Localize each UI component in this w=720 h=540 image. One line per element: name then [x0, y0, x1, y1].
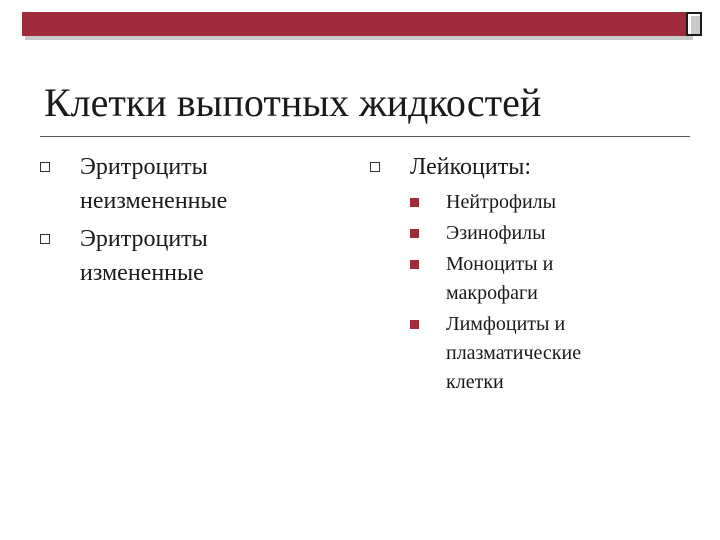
sub-item-line: плазматические — [446, 342, 582, 364]
filled-square-bullet-icon — [410, 260, 419, 269]
sub-item-line: Эзинофилы — [446, 222, 546, 244]
list-item-line: Эритроциты — [80, 226, 208, 252]
right-column — [370, 150, 700, 399]
list-item-line: Эритроциты — [80, 154, 208, 180]
list-item-line: неизмененные — [80, 188, 228, 214]
filled-square-bullet-icon — [410, 320, 419, 329]
sub-item-eosinophils — [370, 219, 700, 248]
list-item-erythrocytes-unchanged — [40, 150, 340, 218]
hollow-square-bullet-icon — [40, 162, 50, 172]
slide-title: Клетки выпотных жидкостей — [44, 80, 542, 125]
list-item-heading: Лейкоциты: — [410, 154, 532, 180]
sub-item-line: клетки — [446, 371, 504, 393]
sub-item-line: Лимфоциты и — [446, 313, 566, 335]
hollow-square-bullet-icon — [370, 162, 380, 172]
sub-item-monocytes — [370, 250, 700, 308]
sub-item-line: Нейтрофилы — [446, 191, 557, 213]
sub-item-neutrophils — [370, 188, 700, 217]
filled-square-bullet-icon — [410, 198, 419, 207]
sub-item-line: Моноциты и — [446, 253, 554, 275]
leukocyte-sublist — [370, 188, 700, 397]
left-column — [40, 150, 340, 294]
header-band — [22, 12, 686, 36]
title-divider — [40, 136, 690, 137]
list-item-erythrocytes-changed — [40, 222, 340, 290]
list-item-line: измененные — [80, 260, 204, 286]
hollow-square-bullet-icon — [40, 234, 50, 244]
sub-item-line: макрофаги — [446, 282, 538, 304]
list-item-leukocytes — [370, 150, 700, 184]
filled-square-bullet-icon — [410, 229, 419, 238]
header-band-box-shadow — [691, 16, 700, 34]
sub-item-lymphocytes — [370, 310, 700, 397]
